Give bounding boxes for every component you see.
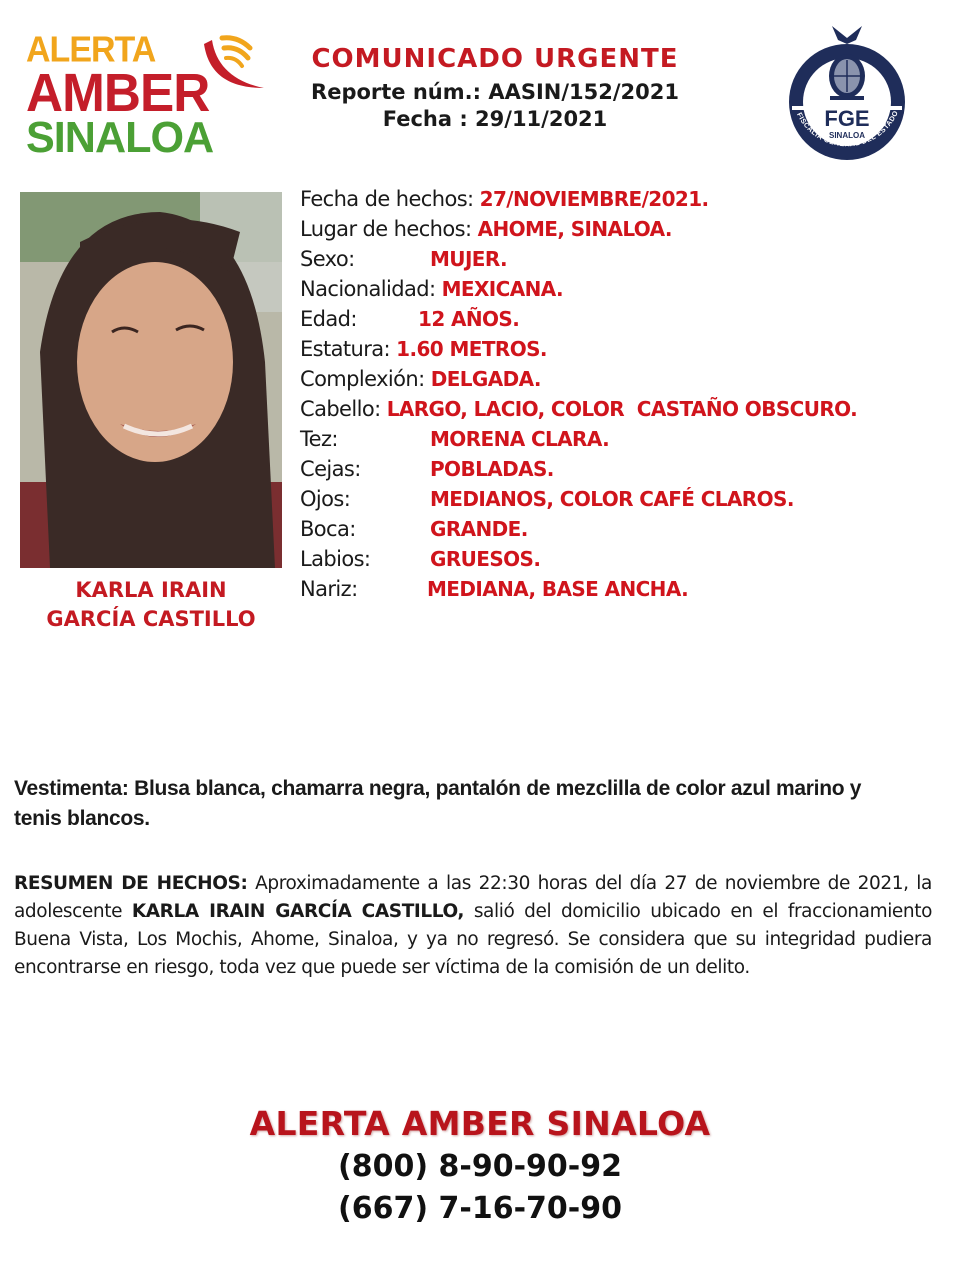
report-header [280, 44, 710, 131]
detail-value: MUJER. [430, 247, 508, 271]
detail-label: Fecha de hechos: [300, 187, 474, 211]
detail-label: Nariz: [300, 577, 358, 601]
detail-row-boca [300, 514, 950, 544]
summary-label: RESUMEN DE HECHOS: [14, 873, 248, 894]
detail-label: Complexión: [300, 367, 425, 391]
detail-value: AHOME, SINALOA. [477, 217, 672, 241]
signal-horn-icon [194, 30, 274, 100]
detail-label: Ojos: [300, 487, 351, 511]
fge-ring-text: FISCALÍA GENERAL DEL ESTADO [795, 109, 900, 149]
detail-row-labios [300, 544, 950, 574]
report-date: Fecha : 29/11/2021 [382, 107, 608, 131]
contact-footer [0, 1104, 960, 1227]
detail-row-lugar-hechos [300, 214, 950, 244]
detail-row-complexion [300, 364, 950, 394]
detail-row-nacionalidad [300, 274, 950, 304]
person-photo-illustration [20, 192, 282, 568]
detail-row-edad [300, 304, 950, 334]
detail-value: 27/NOVIEMBRE/2021. [479, 187, 709, 211]
detail-value: POBLADAS. [430, 457, 554, 481]
alerta-amber-logo [26, 30, 266, 160]
detail-value: MORENA CLARA. [430, 427, 610, 451]
detail-row-ojos [300, 484, 950, 514]
detail-label: Sexo: [300, 247, 355, 271]
fge-sinaloa-seal-icon [772, 14, 922, 164]
detail-label: Labios: [300, 547, 371, 571]
detail-value: GRANDE. [430, 517, 528, 541]
detail-row-nariz [300, 574, 950, 604]
detail-label: Edad: [300, 307, 357, 331]
footer-title: ALERTA AMBER SINALOA [249, 1104, 711, 1143]
detail-value: LARGO, LACIO, COLOR CASTAÑO OBSCURO. [386, 397, 858, 421]
physical-details-list [300, 184, 950, 604]
name-line-1: KARLA IRAIN [75, 578, 227, 602]
detail-label: Nacionalidad: [300, 277, 436, 301]
detail-row-fecha-hechos [300, 184, 950, 214]
detail-label: Lugar de hechos: [300, 217, 472, 241]
detail-value: MEXICANA. [441, 277, 563, 301]
page-title: COMUNICADO URGENTE [311, 44, 679, 74]
detail-label: Cabello: [300, 397, 381, 421]
fge-sinaloa-text: SINALOA [829, 131, 865, 140]
detail-row-cabello [300, 394, 950, 424]
detail-value: 1.60 METROS. [396, 337, 547, 361]
summary-text-after: salió del domicilio ubicado en el fraccionamiento Buena Vista, Los Mochis, Ahome, Sinaloa, y ya no regresó. Se considera que su integridad pudiera encontrarse en riesgo, toda vez que puede ser víctima de la comisión de un delito. [14, 901, 933, 978]
detail-value: GRUESOS. [430, 547, 541, 571]
report-number: Reporte núm.: AASIN/152/2021 [311, 80, 679, 104]
detail-value: MEDIANOS, COLOR CAFÉ CLAROS. [430, 487, 794, 511]
logo-line-amber: AMBER [26, 63, 210, 123]
detail-value: MEDIANA, BASE ANCHA. [427, 577, 689, 601]
detail-value: DELGADA. [430, 367, 541, 391]
logo-line-alerta: ALERTA [26, 29, 156, 70]
detail-label: Estatura: [300, 337, 391, 361]
logo-line-sinaloa: SINALOA [26, 113, 214, 162]
detail-row-estatura [300, 334, 950, 364]
detail-row-cejas [300, 454, 950, 484]
incident-summary [14, 870, 932, 982]
phone-number-2[interactable]: (667) 7-16-70-90 [338, 1191, 622, 1226]
detail-row-tez [300, 424, 950, 454]
summary-person-name: KARLA IRAIN GARCÍA CASTILLO, [131, 901, 465, 922]
fge-text: FGE [824, 106, 870, 131]
detail-value: 12 AÑOS. [418, 307, 520, 331]
detail-label: Cejas: [300, 457, 361, 481]
detail-label: Boca: [300, 517, 356, 541]
phone-number-1[interactable]: (800) 8-90-90-92 [338, 1149, 622, 1184]
missing-person-photo [20, 192, 282, 568]
missing-person-name [20, 576, 282, 634]
summary-text-before: Aproximadamente a las 22:30 horas del día 27 de noviembre de 2021, la adolescente [14, 873, 932, 922]
name-line-2: GARCÍA CASTILLO [46, 607, 256, 631]
clothing-description: Vestimenta: Blusa blanca, chamarra negra, pantalón de mezclilla de color azul marino y tenis blancos. [14, 777, 862, 830]
detail-row-sexo [300, 244, 950, 274]
detail-label: Tez: [300, 427, 338, 451]
